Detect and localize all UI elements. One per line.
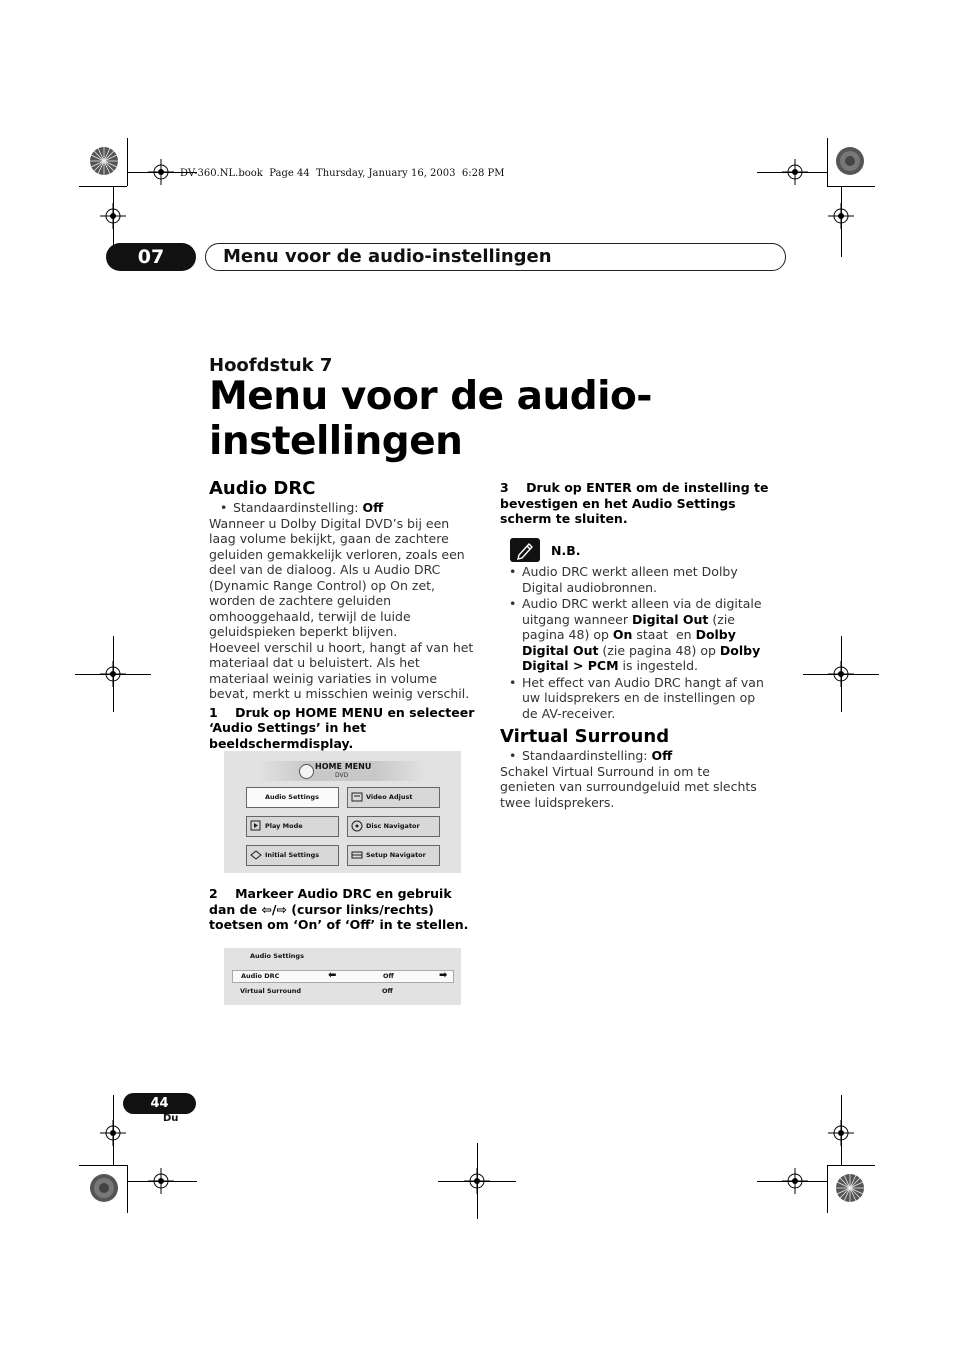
note-pencil-icon [510,538,540,562]
disc-icon [299,764,314,779]
virtual-surround-section [500,726,768,810]
initial-settings-icon [250,849,262,861]
note-label-text: N.B. [551,543,581,558]
settings-row-audio-drc[interactable] [232,970,454,983]
chapter-number-badge: 07 [106,243,196,271]
default-setting-label: Standaardinstelling: [522,748,652,763]
note-list [508,564,770,721]
starburst-mark-icon [89,146,119,176]
list-item: • Het effect van Audio DRC hangt af van uw luidsprekers en de instellingen op de AV-receiver. [508,675,770,722]
audio-settings-screenshot [224,948,461,1005]
list-item: • Audio DRC werkt alleen met Dolby Digital audiobronnen. [508,564,770,595]
chapter-label: Hoofdstuk 7 [209,355,333,376]
audio-drc-paragraph-1: Wanneer u Dolby Digital DVD’s bij een laag volume bekijkt, gaan de zachtere geluiden gemakkelijk verloren, zoals een deel van de dialoog. Als u Audio DRC (Dynamic Range Control) op On zet, worden de zachtere geluiden omhooggehaald, terwijl de luide geluidspieken beperkt blijven. [209,515,465,639]
registration-crosshair-icon [828,203,854,229]
list-item: • Audio DRC werkt alleen via de digitale uitgang wanneer Digital Out (zie pagina 48) op On staat en Dolby Digital Out (zie pagina 48) op Dolby Digital > PCM is ingesteld. [508,596,770,674]
menu-button-setup-navigator[interactable] [347,845,440,866]
settings-row-value: Off [383,972,394,980]
arrow-right-icon[interactable]: ➡ [439,970,448,981]
menu-button-audio-settings[interactable] [246,787,339,808]
registration-crosshair-icon [828,1120,854,1146]
menu-button-video-adjust[interactable] [347,787,440,808]
page-language: Du [163,1113,179,1124]
left-column [209,478,477,751]
arrow-left-icon[interactable]: ⬅ [328,970,337,981]
step-2-text-end: (cursor links/rechts) toetsen om ‘On’ of ‘Off’ in te stellen. [209,901,469,932]
menu-button-label: Disc Navigator [366,822,420,830]
registration-crosshair-icon [782,1168,808,1194]
page-title-line-2: instellingen [209,419,463,464]
default-setting-label: Standaardinstelling: [233,500,363,515]
starburst-mark-icon [835,1173,865,1203]
default-setting-value: Off [651,748,673,763]
menu-button-label: Audio Settings [265,793,319,801]
page-number-badge: 44 [123,1093,196,1114]
registration-crosshair-icon [828,661,854,687]
list-item [508,748,768,764]
home-menu-subtitle: DVD [335,772,349,779]
home-menu-title: HOME MENU [315,762,372,771]
step-2-text-start: 2 Markeer Audio DRC en gebruik dan de [209,886,456,917]
home-menu-screenshot [224,751,461,873]
list-item [219,500,477,516]
settings-row-label: Audio DRC [241,972,280,980]
cursor-left-right-icon: ⇦/⇨ [261,901,287,917]
audio-drc-paragraph-2: Hoeveel verschil u hoort, hangt af van het materiaal dat u beluistert. Als het materiaal weinig variaties in volume bevat, merkt u misschien weinig verschil. [209,639,474,701]
registration-crosshair-icon [100,661,126,687]
step-1: 1 Druk op HOME MENU en selecteer ‘Audio Settings’ in het beeldschermdisplay. [209,704,479,751]
registration-crosshair-icon [148,159,174,185]
registration-crosshair-icon [100,203,126,229]
settings-row-value: Off [382,987,393,995]
registration-crosshair-icon [148,1168,174,1194]
page-title-line-1: Menu voor de audio- [209,374,652,419]
note-label [551,543,581,558]
menu-button-label: Video Adjust [366,793,413,801]
setup-navigator-icon [351,849,363,861]
menu-button-initial-settings[interactable] [246,845,339,866]
registration-crosshair-icon [464,1168,490,1194]
page-title [209,374,669,464]
menu-button-label: Play Mode [265,822,303,830]
chapter-header-title: Menu voor de audio-instellingen [205,243,786,271]
virtual-surround-default-list [500,748,768,764]
menu-button-label: Setup Navigator [366,851,426,859]
registration-crosshair-icon [100,1120,126,1146]
starburst-mark-icon [835,146,865,176]
audio-drc-default-list [209,500,477,516]
audio-drc-heading: Audio DRC [209,478,316,499]
print-header: DV-360.NL.book Page 44 Thursday, January 16, 2003 6:28 PM [180,168,505,179]
settings-row-virtual-surround[interactable] [232,985,454,998]
menu-button-disc-navigator[interactable] [347,816,440,837]
registration-crosshair-icon [782,159,808,185]
menu-button-play-mode[interactable] [246,816,339,837]
virtual-surround-paragraph: Schakel Virtual Surround in om te genieten van surroundgeluid met slechts twee luidsprekers. [500,763,757,810]
default-setting-value: Off [362,500,384,515]
step-3: 3 Druk op ENTER om de instelling te bevestigen en het Audio Settings scherm te sluiten. [500,480,773,526]
starburst-mark-icon [89,1173,119,1203]
video-adjust-icon [351,791,363,803]
settings-row-label: Virtual Surround [240,987,302,995]
disc-navigator-icon [351,820,363,832]
play-mode-icon [250,820,262,832]
menu-button-label: Initial Settings [265,851,320,859]
virtual-surround-heading: Virtual Surround [500,726,670,747]
step-2 [209,886,479,933]
audio-settings-title: Audio Settings [250,952,304,960]
